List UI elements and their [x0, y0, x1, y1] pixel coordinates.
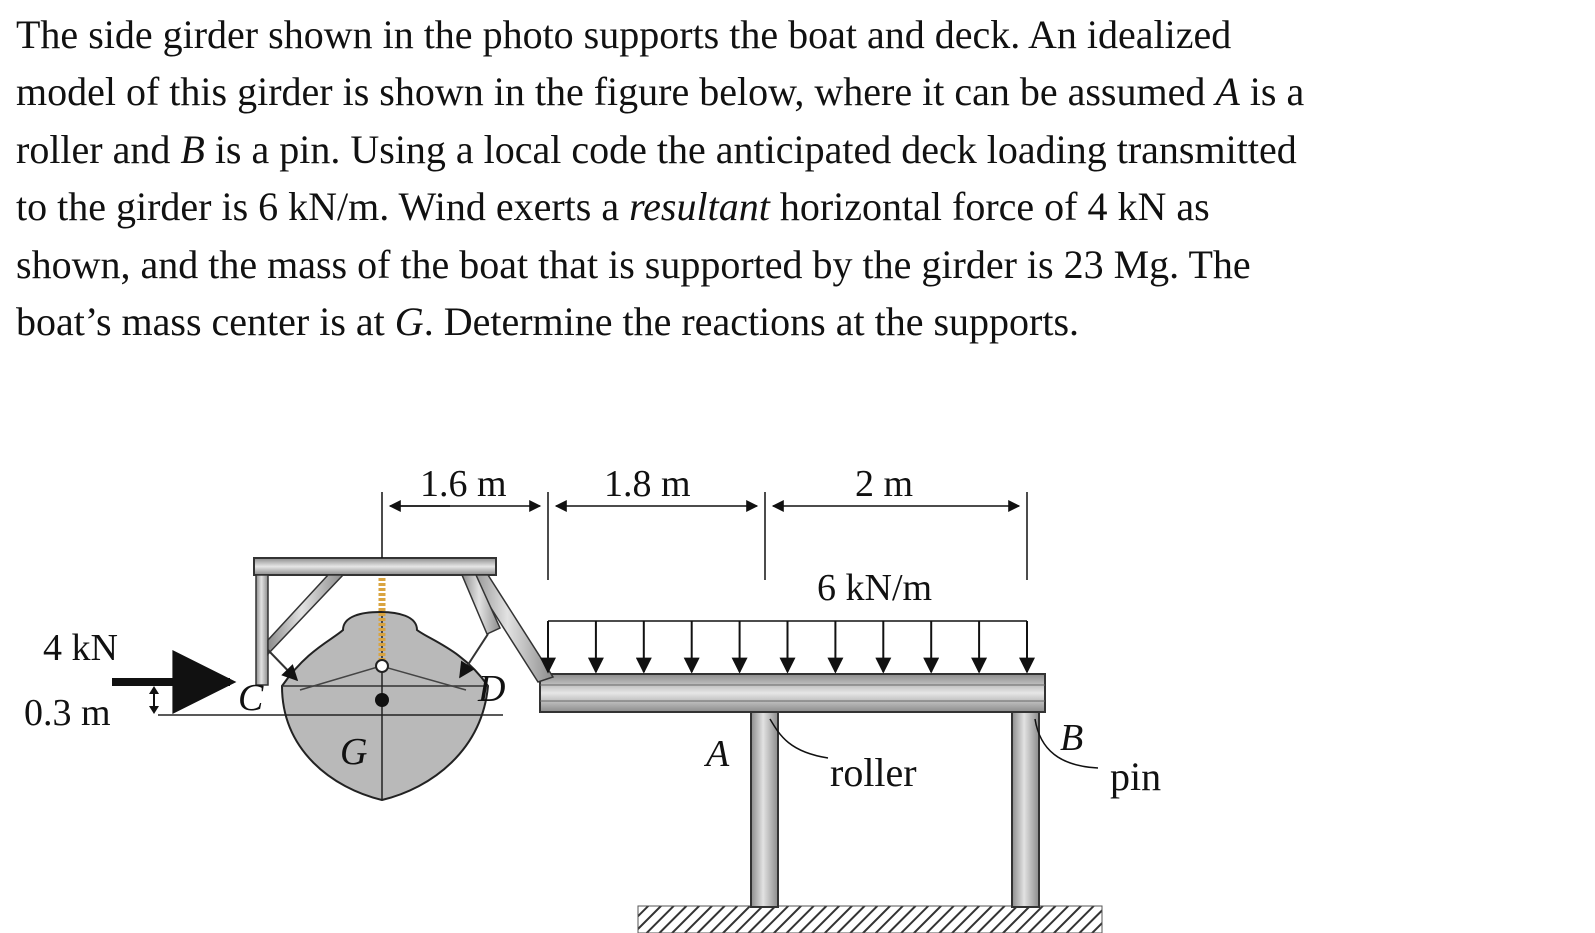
- pin-label: pin: [1110, 754, 1162, 799]
- label-a: A: [706, 733, 730, 775]
- load-label: 6 kN/m: [817, 567, 933, 609]
- mass-center-dot: [375, 693, 389, 707]
- girder-deck: [540, 674, 1045, 712]
- text-run: to the girder is 6 kN/m. Wind exerts a: [16, 184, 630, 230]
- dim-label-3: 2 m: [855, 463, 914, 505]
- text-run: is a: [1239, 69, 1305, 115]
- label-b: B: [1060, 717, 1084, 759]
- emphasis-resultant: resultant: [629, 184, 770, 230]
- var-b: B: [180, 126, 205, 172]
- hook-ring: [376, 660, 388, 672]
- text-run: model of this girder is shown in the figure below, where it can be assumed: [16, 69, 1216, 115]
- label-d: D: [478, 668, 506, 710]
- dim-label-1: 1.6 m: [420, 463, 507, 505]
- davit-top-beam: [254, 558, 496, 575]
- problem-line-5: shown, and the mass of the boat that is supported by the girder is 23 Mg. The: [16, 241, 1251, 287]
- var-a: A: [1215, 69, 1240, 115]
- support-column-a: [751, 711, 778, 907]
- text-run: horizontal force of 4 kN as: [769, 184, 1210, 230]
- text-run: roller and: [16, 126, 181, 172]
- roller-label: roller: [830, 750, 917, 795]
- wind-height-label: 0.3 m: [24, 692, 111, 734]
- distributed-load-arrows: [548, 621, 1027, 672]
- support-column-b: [1012, 711, 1039, 907]
- text-run: . Determine the reactions at the supports.: [423, 299, 1080, 345]
- wind-force-label: 4 kN: [43, 627, 118, 669]
- text-run: boat’s mass center is at: [16, 299, 395, 345]
- problem-line-1: The side girder shown in the photo supports the boat and deck. An idealized: [16, 12, 1232, 57]
- text-run: is a pin. Using a local code the anticipated deck loading transmitted: [204, 126, 1297, 172]
- ground-hatch: [638, 906, 1102, 933]
- label-c: C: [238, 677, 264, 719]
- var-g: G: [394, 299, 424, 345]
- davit-left-leg: [256, 575, 268, 685]
- label-g: G: [340, 731, 368, 773]
- sling-c: [268, 650, 297, 680]
- dim-label-2: 1.8 m: [604, 463, 691, 505]
